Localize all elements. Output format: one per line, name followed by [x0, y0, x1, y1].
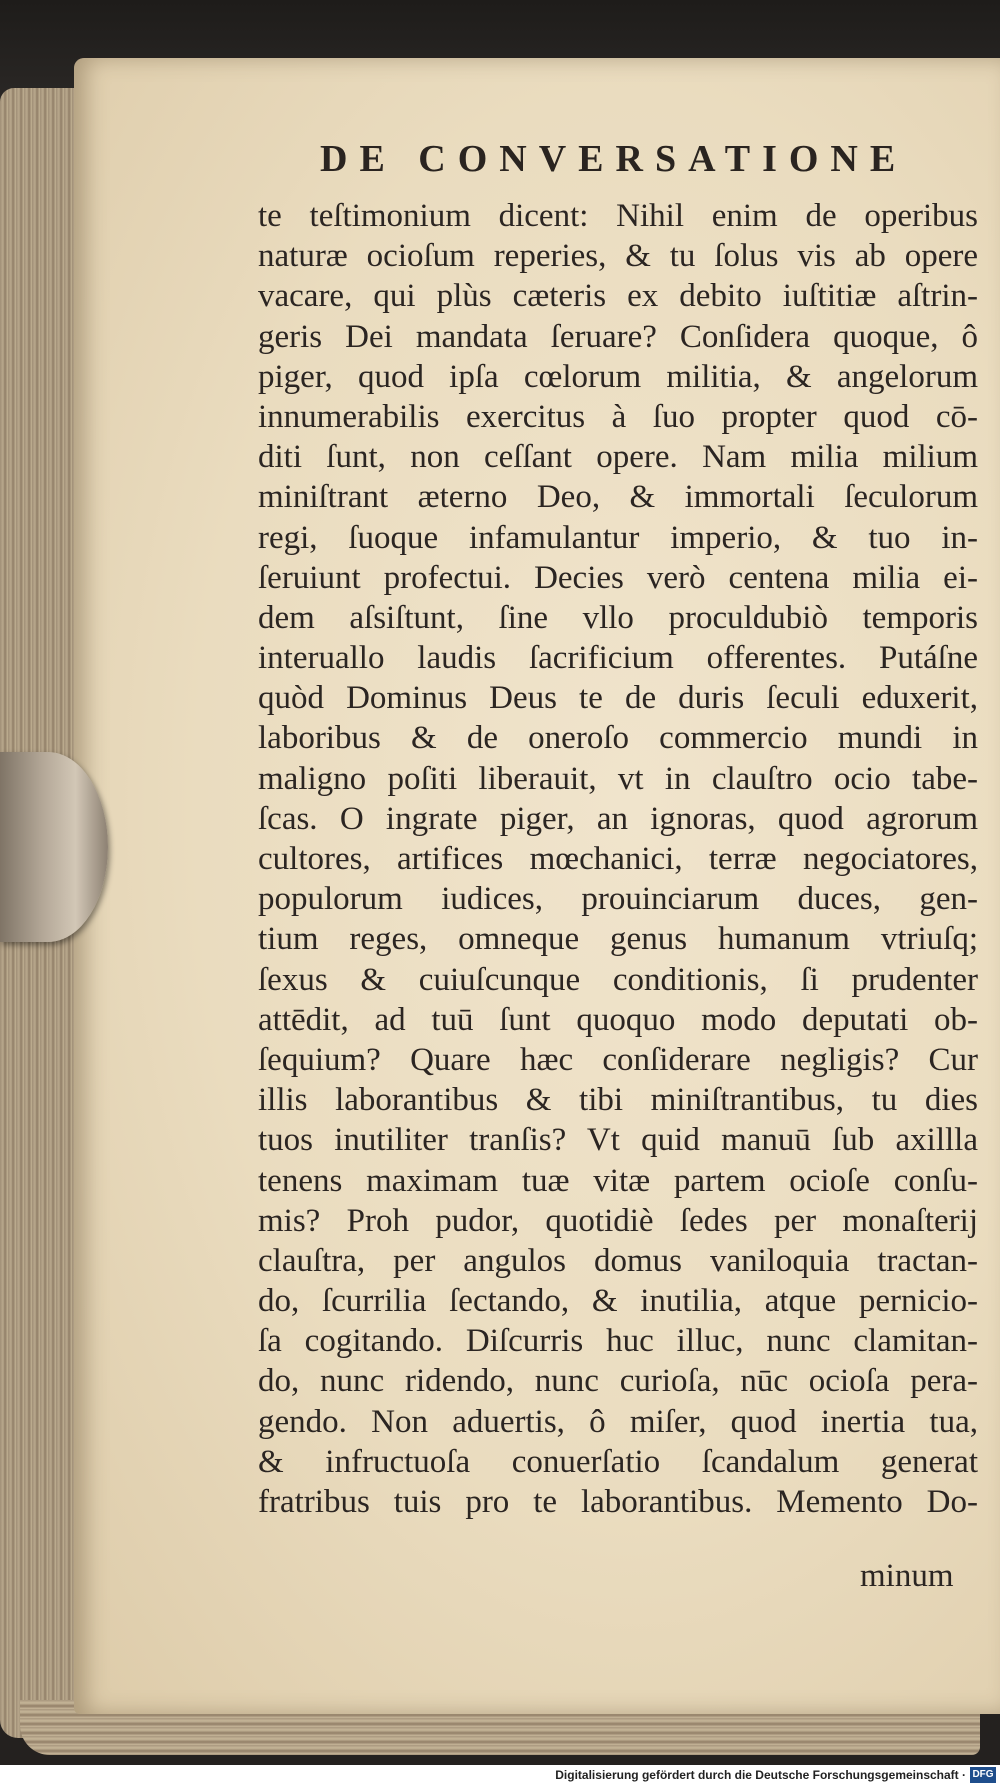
text-line: naturæ ocioſum reperies, & tu ſolus vis ab opere [258, 238, 978, 275]
text-line: mis? Proh pudor, quotidiè ſedes per monaſterij [258, 1202, 978, 1239]
text-line: fratribus tuis pro te laborantibus. Memento Do- [258, 1484, 978, 1520]
text-line: regi, ſuoque infamulantur imperio, & tuo in- [258, 519, 978, 556]
text-line: clauſtra, per angulos domus vaniloquia tractan- [258, 1242, 978, 1279]
body-text [258, 196, 978, 1522]
text-line: ſcas. O ingrate piger, an ignoras, quod agrorum [258, 800, 978, 837]
text-line: diti ſunt, non ceſſant opere. Nam milia milium [258, 439, 978, 476]
text-line: tuos inutiliter tranſis? Vt quid manuū ſub axillla [258, 1122, 978, 1159]
text-line: te teſtimonium dicent: Nihil enim de operibus [258, 198, 978, 234]
text-line: populorum iudices, prouinciarum duces, gen- [258, 881, 978, 918]
text-line: do, nunc ridendo, nunc curioſa, nūc ocioſa pera- [258, 1363, 978, 1400]
text-line: do, ſcurrilia ſectando, & inutilia, atque pernicio- [258, 1283, 978, 1320]
text-line: gendo. Non aduertis, ô miſer, quod inertia tua, [258, 1403, 978, 1440]
text-line: dem aſsiſtunt, ſine vllo proculdubiò temporis [258, 599, 978, 636]
text-line: miniſtrant æterno Deo, & immortali ſeculorum [258, 479, 978, 516]
text-line: attēdit, ad tuū ſunt quoquo modo deputati ob- [258, 1001, 978, 1038]
text-line: ſeruiunt profectui. Decies verò centena milia ei- [258, 559, 978, 596]
text-line: illis laborantibus & tibi miniſtrantibus, tu dies [258, 1082, 978, 1119]
running-head: DE CONVERSATIONE [320, 138, 908, 180]
text-line: interuallo laudis ſacrificium offerentes. Putáſne [258, 640, 978, 677]
text-line: vacare, qui plùs cæteris ex debito iuſtitiæ aſtrin- [258, 278, 978, 315]
text-line: tium reges, omneque genus humanum vtriuſq; [258, 921, 978, 958]
text-line: innumerabilis exercitus à ſuo propter quod cō- [258, 398, 978, 435]
catchword: minum [860, 1558, 954, 1594]
dfg-logo: DFG [970, 1767, 996, 1783]
digitization-credit: Digitalisierung gefördert durch die Deutsche Forschungsgemeinschaft · [555, 1768, 966, 1782]
text-line: laboribus & de oneroſo commercio mundi in [258, 720, 978, 757]
text-line: tenens maximam tuæ vitæ partem ocioſe conſu- [258, 1162, 978, 1199]
text-line: geris Dei mandata ſeruare? Conſidera quoque, ô [258, 318, 978, 355]
text-line: piger, quod ipſa cœlorum militia, & angelorum [258, 358, 978, 395]
text-line: ſexus & cuiuſcunque conditionis, ſi prudenter [258, 961, 978, 998]
text-line: quòd Dominus Deus te de duris ſeculi eduxerit, [258, 680, 978, 717]
text-line: ſa cogitando. Diſcurris huc illuc, nunc clamitan- [258, 1323, 978, 1360]
text-line: maligno poſiti liberauit, vt in clauſtro ocio tabe- [258, 760, 978, 797]
text-line: cultores, artifices mœchanici, terræ negociatores, [258, 841, 978, 877]
text-line: ſequium? Quare hæc conſiderare negligis? Cur [258, 1041, 978, 1078]
text-line: & infructuoſa conuerſatio ſcandalum generat [258, 1443, 978, 1480]
